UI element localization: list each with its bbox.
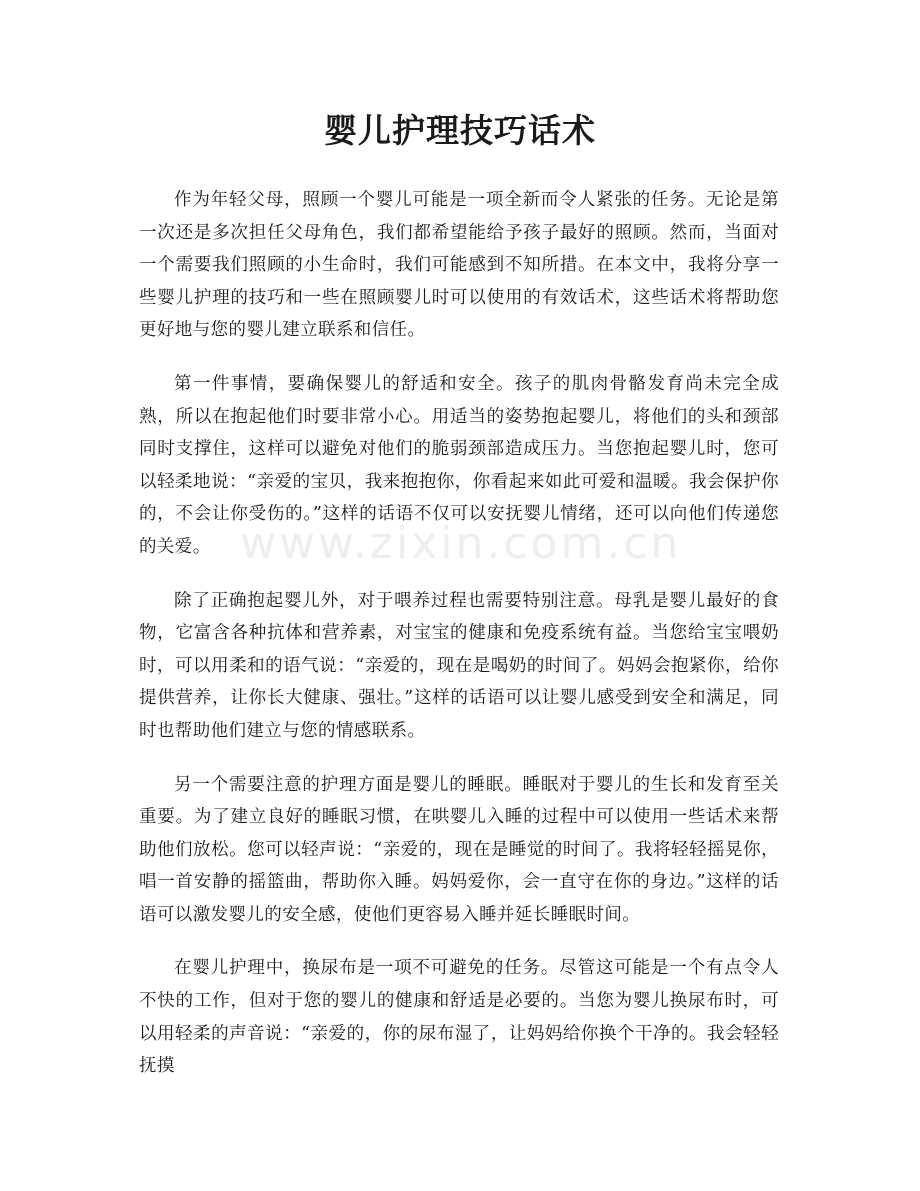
document-body: [139, 184, 779, 1104]
paragraph-intro: 作为年轻父母，照顾一个婴儿可能是一项全新而令人紧张的任务。无论是第一次还是多次担任父母角色，我们都希望能给予孩子最好的照顾。然而，当面对一个需要我们照顾的小生命时，我们可能感到不知所措。在本文中，我将分享一些婴儿护理的技巧和一些在照顾婴儿时可以使用的有效话术，这些话术将帮助您更好地与您的婴儿建立联系和信任。: [139, 190, 779, 341]
paragraph-diaper: 在婴儿护理中，换尿布是一项不可避免的任务。尽管这可能是一个有点令人不快的工作，但对于您的婴儿的健康和舒适是必要的。当您为婴儿换尿布时，可以用轻柔的声音说：“亲爱的，你的尿布湿了，让妈妈给你换个干净的。我会轻轻抚摸: [139, 958, 779, 1077]
page-title: 婴儿护理技巧话术: [324, 111, 596, 150]
paragraph-feeding: 除了正确抱起婴儿外，对于喂养过程也需要特别注意。母乳是婴儿最好的食物，它富含各种抗体和营养素，对宝宝的健康和免疫系统有益。当您给宝宝喂奶时，可以用柔和的语气说：“亲爱的，现在是喝奶的时间了。妈妈会抱紧你，给你提供营养，让你长大健康、强壮。”这样的话语可以让婴儿感受到安全和满足，同时也帮助他们建立与您的情感联系。: [139, 590, 779, 741]
paragraph-comfort-safety: 第一件事情，要确保婴儿的舒适和安全。孩子的肌肉骨骼发育尚未完全成熟，所以在抱起他们时要非常小心。用适当的姿势抱起婴儿，将他们的头和颈部同时支撑住，这样可以避免对他们的脆弱颈部造成压力。当您抱起婴儿时，您可以轻柔地说：“亲爱的宝贝，我来抱抱你，你看起来如此可爱和温暖。我会保护你的，不会让你受伤的。”这样的话语不仅可以安抚婴儿情绪，还可以向他们传递您的关爱。: [139, 373, 779, 557]
paragraph-sleep: 另一个需要注意的护理方面是婴儿的睡眠。睡眠对于婴儿的生长和发育至关重要。为了建立良好的睡眠习惯，在哄婴儿入睡的过程中可以使用一些话术来帮助他们放松。您可以轻声说：“亲爱的，现在是睡觉的时间了。我将轻轻摇晃你，唱一首安静的摇篮曲，帮助你入睡。妈妈爱你，会一直守在你的身边。”这样的话语可以激发婴儿的安全感，使他们更容易入睡并延长睡眠时间。: [139, 774, 779, 925]
watermark: www.zixin.com.cn: [240, 518, 682, 569]
